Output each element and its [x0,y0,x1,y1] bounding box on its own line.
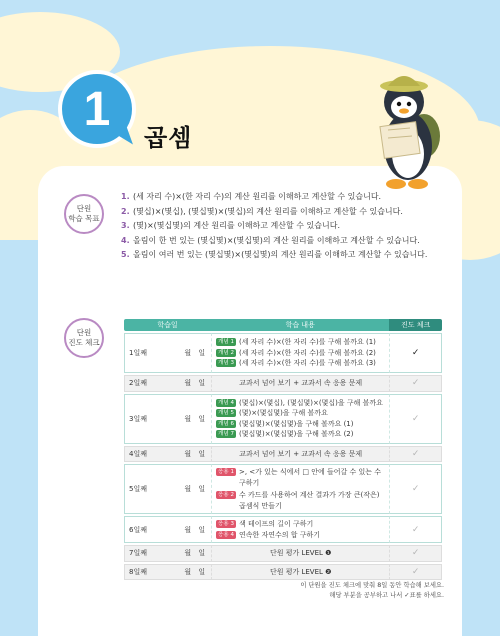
progress-checkbox[interactable]: ✓ [389,464,442,514]
lesson-tag: 응용 4 [218,531,234,538]
lesson-tag: 개념 3 [218,360,234,367]
month-label: 월 [184,525,192,534]
content-cell [211,516,389,543]
table-row [124,545,442,562]
lesson-line [216,530,385,541]
table-row [124,394,442,444]
lesson-text: 수 카드를 사용하여 계산 결과가 가장 큰(작은) 곱셈식 만들기 [238,491,380,510]
lesson-text: (세 자리 수)×(한 자리 수)를 구해 볼까요 (2) [238,348,376,357]
content-cell: 교과서 넘어 보기 + 교과서 속 응용 문제 [211,446,389,463]
table-row [124,464,442,514]
date-label: 일 [198,349,206,357]
lesson-tag: 개념 6 [218,420,234,427]
lesson-line [216,429,385,440]
goal-text: 올림이 여러 번 있는 (몇십몇)×(몇십몇)의 계산 원리를 이해하고 계산할 수 있습니다. [133,250,428,259]
date-label: 일 [198,525,206,534]
lesson-text: >, <가 있는 식에서 □ 안에 들어갈 수 있는 수 구하기 [238,468,381,487]
lesson-text: (세 자리 수)×(한 자리 수)를 구해 볼까요 (3) [238,359,376,368]
goal-item [121,248,451,263]
lesson-text: (몇십몇)×(몇십몇)을 구해 볼까요 (2) [238,430,354,438]
day-cell [124,394,211,444]
day-label: 3일째 [129,414,147,423]
date-label: 일 [198,567,206,576]
lesson-text: (몇)×(몇십몇)을 구해 볼까요 [238,409,328,417]
lesson-tag: 응용 2 [218,492,234,498]
table-row [124,516,442,543]
content-cell: 교과서 넘어 보기 + 교과서 속 응용 문제 [211,375,389,392]
lesson-text: (몇십)×(몇십), (몇십몇)×(몇십)을 구해 볼까요 [238,398,383,407]
day-label: 4일째 [129,449,147,458]
day-label: 1일째 [129,349,147,357]
goal-item [121,190,451,205]
progress-checkbox[interactable]: ✓ [389,394,442,444]
content-cell: 단원 평가 LEVEL ❶ [211,545,389,562]
day-cell [124,375,211,392]
lesson-line [216,519,385,530]
goal-item [121,234,451,249]
day-cell [124,516,211,543]
lesson-line [216,358,385,369]
lesson-line [216,337,385,348]
goal-text: (몇십)×(몇십), (몇십몇)×(몇십)의 계산 원리를 이해하고 계산할 수 있습니다. [133,206,403,216]
goals-label-line2: 학습 목표 [68,214,100,223]
month-label: 월 [184,485,192,493]
progress-checkbox[interactable]: ✓ [389,446,442,463]
lesson-tag: 개념 4 [218,399,234,406]
footnote-line: 이 단원을 진도 체크에 맞춰 8일 동안 학습해 보세요. [300,582,444,589]
goal-number: 5. [121,250,130,259]
progress-label-line1: 단원 [76,328,92,337]
goal-number: 2. [121,206,130,216]
day-cell [124,446,211,463]
lesson-line [216,398,385,409]
goal-item [121,219,451,234]
goals-label-badge [64,194,104,234]
content-cell [211,333,389,373]
goal-number: 4. [121,235,130,245]
chapter-number: 1 [83,82,111,136]
lesson-tag: 개념 7 [218,431,234,437]
progress-label-line2: 진도 체크 [68,338,100,347]
date-label: 일 [198,414,206,423]
content-cell: 단원 평가 LEVEL ❷ [211,564,389,581]
date-label: 일 [198,379,206,388]
month-label: 월 [184,414,192,423]
learning-goals [121,190,451,263]
lesson-line [216,419,385,430]
header-progress-check: 진도 체크 [389,319,442,331]
header-study-day: 학습일 [124,319,211,331]
lesson-text: (세 자리 수)×(한 자리 수)를 구해 볼까요 (1) [238,338,376,347]
lesson-line [216,467,385,488]
month-label: 월 [184,449,192,458]
month-label: 월 [184,349,192,357]
table-row [124,446,442,463]
date-label: 일 [198,485,206,493]
lesson-line [216,490,385,511]
progress-checkbox[interactable]: ✓ [389,333,442,373]
goal-text: (세 자리 수)×(한 자리 수)의 계산 원리를 이해하고 계산할 수 있습니다. [133,192,382,201]
table-row [124,564,442,581]
lesson-text: 연속한 자연수의 합 구하기 [238,530,321,539]
progress-table [124,317,442,582]
date-label: 일 [198,549,206,558]
table-header-row [124,319,442,331]
content-cell [211,464,389,514]
lesson-line [216,408,385,419]
content-cell [211,394,389,444]
progress-checkbox[interactable]: ✓ [389,545,442,562]
lesson-text: (몇십몇)×(몇십몇)을 구해 볼까요 (1) [238,419,354,428]
lesson-tag: 응용 1 [218,469,234,475]
goal-text: (몇)×(몇십몇)의 계산 원리를 이해하고 계산할 수 있습니다. [133,221,341,230]
goal-number: 1. [121,192,130,201]
progress-checkbox[interactable]: ✓ [389,564,442,581]
lesson-tag: 개념 2 [218,349,234,356]
footnote [254,581,444,601]
month-label: 월 [184,549,192,558]
lesson-line [216,348,385,359]
table-row [124,333,442,373]
day-label: 6일째 [129,525,147,534]
day-cell [124,333,211,373]
progress-checkbox[interactable]: ✓ [389,375,442,392]
day-cell [124,545,211,562]
day-label: 7일째 [129,549,147,558]
goal-item [121,205,451,220]
header-study-content: 학습 내용 [211,319,389,331]
lesson-tag: 개념 1 [218,339,234,346]
table-row [124,375,442,392]
day-label: 2일째 [129,379,147,388]
progress-label-badge [64,318,104,358]
month-label: 월 [184,379,192,388]
day-label: 8일째 [129,567,147,576]
day-cell [124,464,211,514]
day-label: 5일째 [129,485,147,493]
goal-text: 올림이 한 번 있는 (몇십몇)×(몇십몇)의 계산 원리를 이해하고 계산할 수 있습니다. [133,235,420,245]
goals-label-line1: 단원 [76,204,92,213]
lesson-tag: 개념 5 [218,410,234,416]
lesson-tag: 응용 3 [218,521,234,527]
lesson-text: 색 테이프의 길이 구하기 [238,520,314,528]
progress-checkbox[interactable]: ✓ [389,516,442,543]
footnote-line: 해당 부분을 공부하고 나서 ✓표를 하세요. [329,592,444,599]
penguin-explorer-illustration [358,66,458,206]
chapter-title: 곱셈 [144,124,193,152]
date-label: 일 [198,449,206,458]
month-label: 월 [184,567,192,576]
goal-number: 3. [121,221,130,230]
day-cell [124,564,211,581]
